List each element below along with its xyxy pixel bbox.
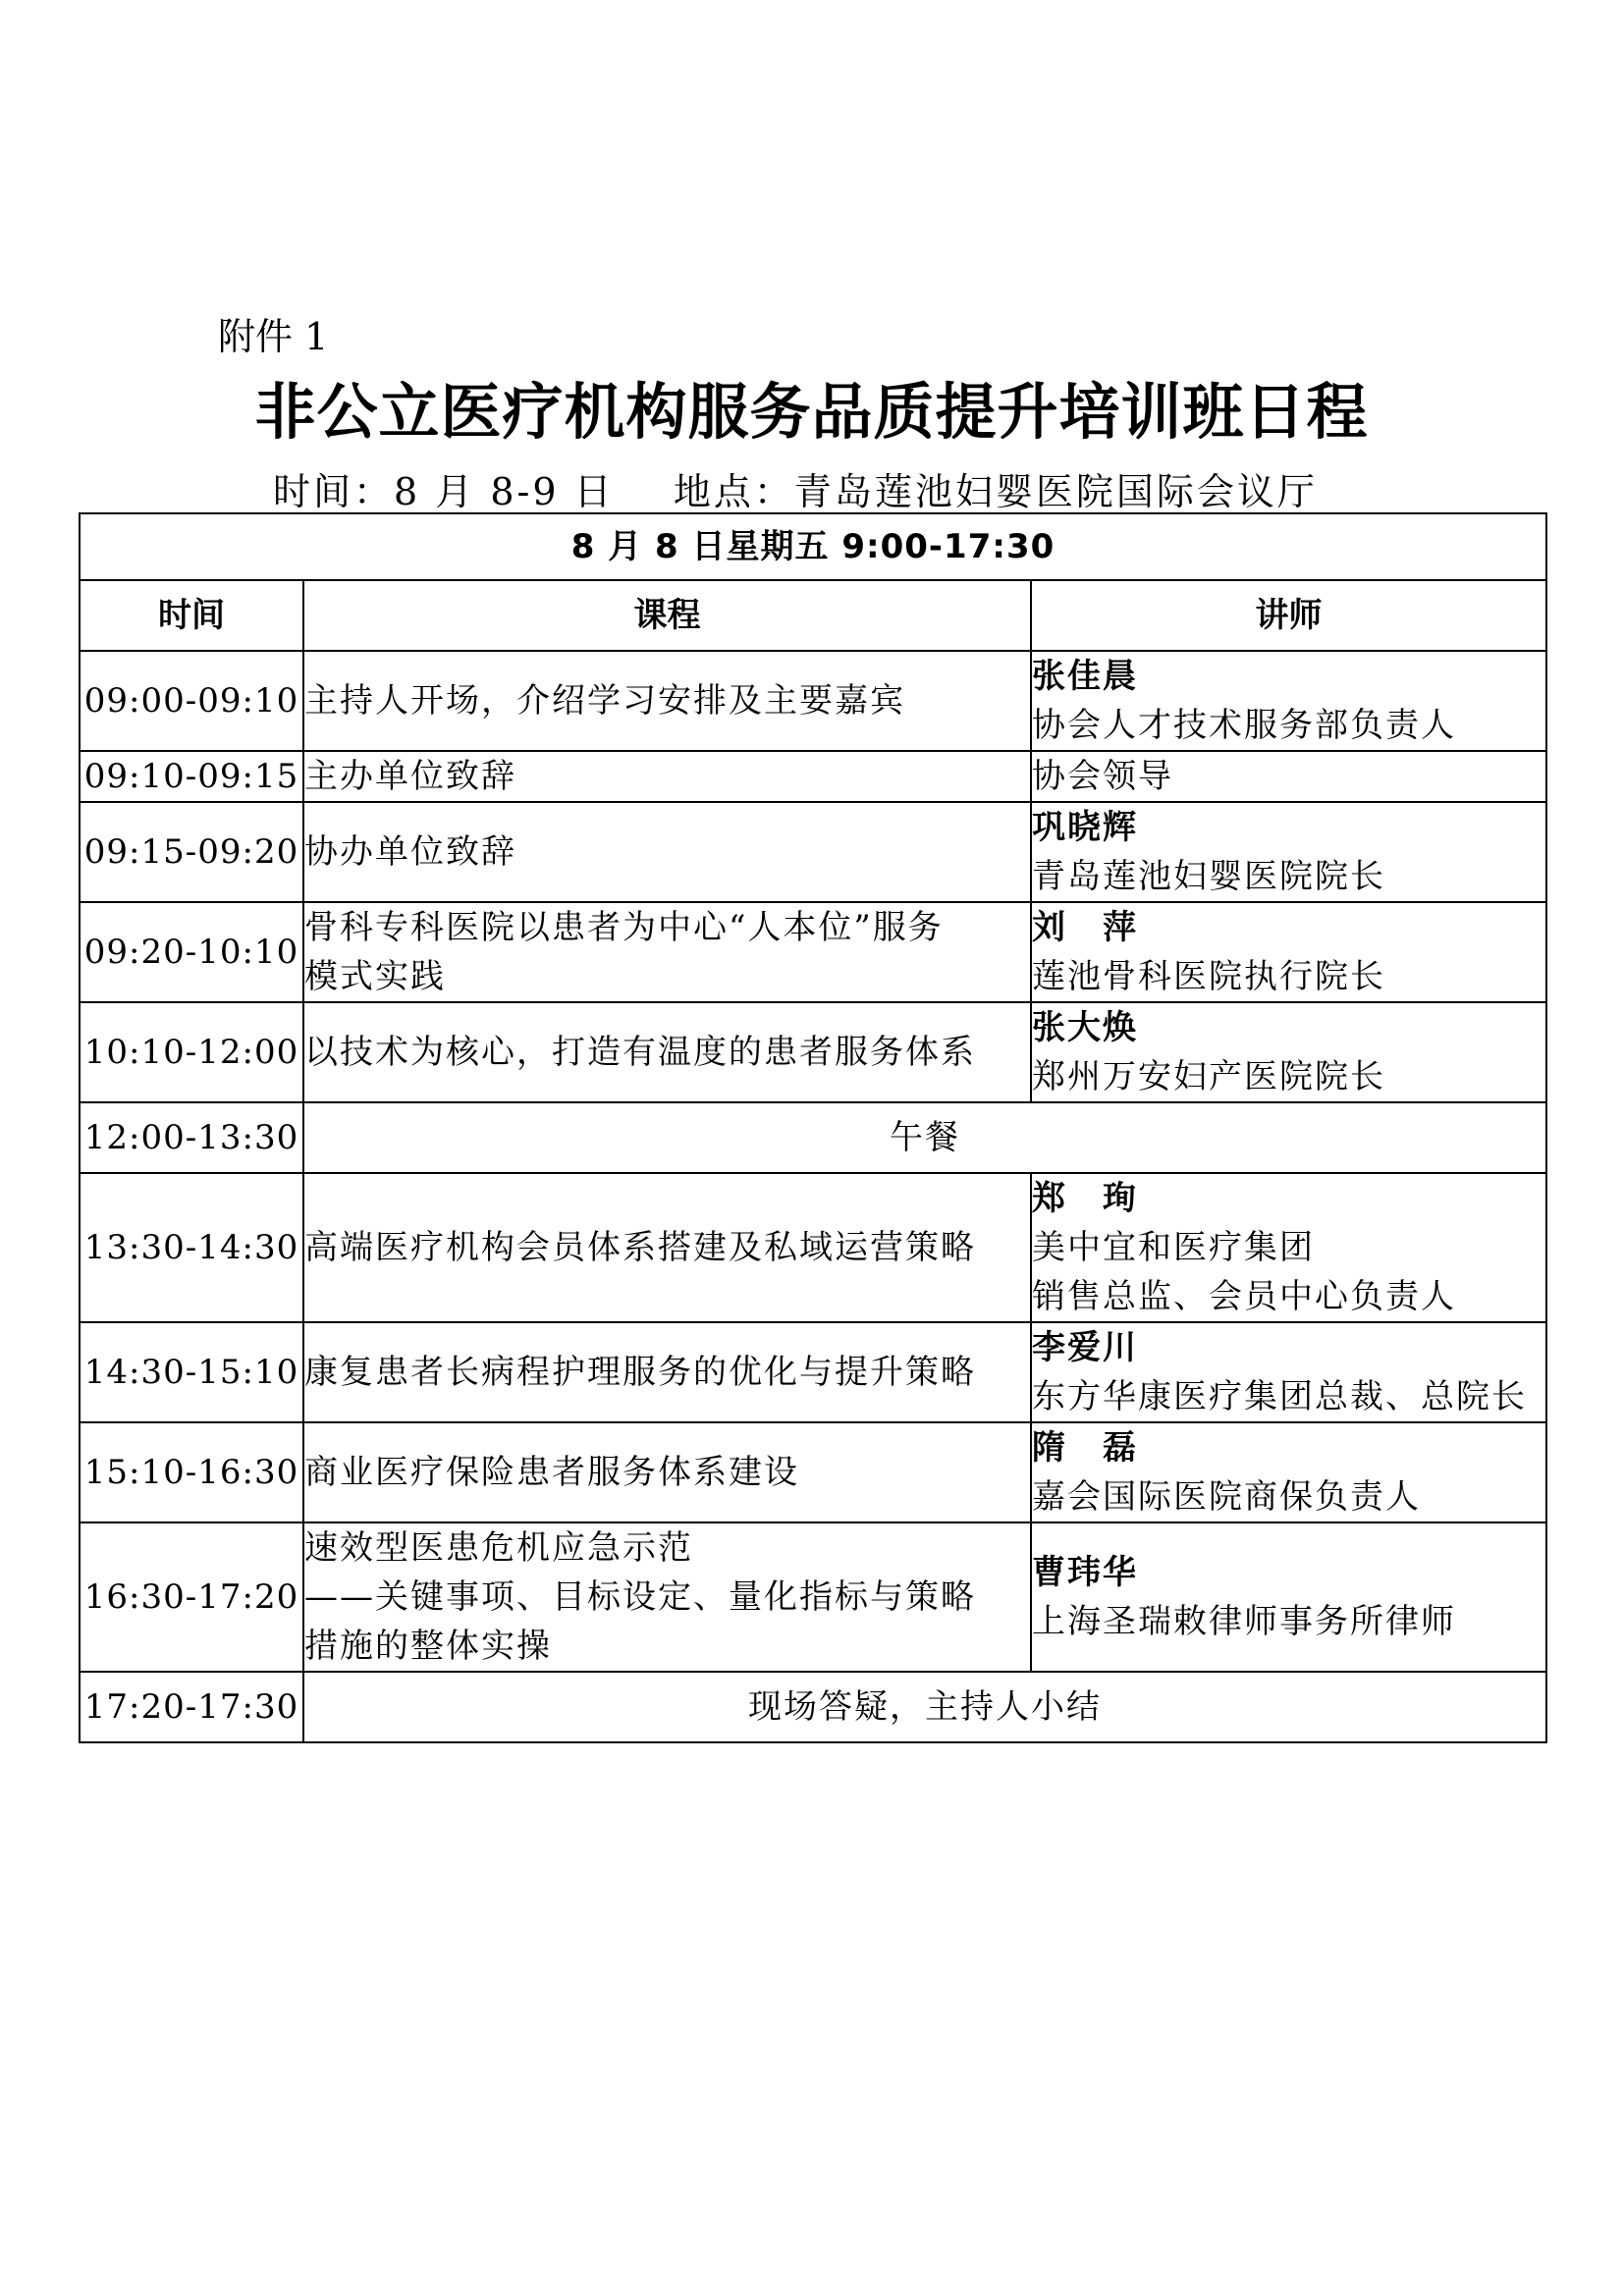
course-line: 骨科专科医院以患者为中心“人本位”服务 <box>304 908 944 947</box>
time-location-line: 时间：8 月 8-9 日 地点：青岛莲池妇婴医院国际会议厅 <box>273 470 1318 513</box>
schedule-row <box>80 1322 1546 1422</box>
course-line: 主持人开场，介绍学习安排及主要嘉宾 <box>304 681 905 721</box>
lecturer-name: 李爱川 <box>1032 1328 1138 1367</box>
schedule-row <box>80 802 1546 902</box>
session-lecturer <box>1031 651 1546 751</box>
lecturer-title: 莲池骨科医院执行院长 <box>1032 957 1385 996</box>
attachment-label: 附件 1 <box>218 315 329 358</box>
lecturer-title: 销售总监、会员中心负责人 <box>1032 1277 1456 1316</box>
lecturer-name: 刘 萍 <box>1032 908 1138 947</box>
schedule-row <box>80 1102 1546 1173</box>
session-time: 16:30-17:20 <box>80 1522 303 1672</box>
session-lecturer <box>1031 902 1546 1002</box>
session-time: 15:10-16:30 <box>80 1422 303 1522</box>
course-line: 高端医疗机构会员体系搭建及私域运营策略 <box>304 1228 976 1267</box>
course-line: 协办单位致辞 <box>304 832 516 872</box>
session-merged-activity: 午餐 <box>303 1102 1546 1173</box>
lecturer-title: 郑州万安妇产医院院长 <box>1032 1057 1385 1096</box>
day-header: 8 月 8 日星期五 9:00-17:30 <box>80 513 1546 580</box>
course-line: 速效型医患危机应急示范 <box>304 1528 693 1568</box>
session-lecturer <box>1031 1522 1546 1672</box>
course-line: 模式实践 <box>304 957 446 996</box>
session-time: 09:10-09:15 <box>80 751 303 802</box>
session-course <box>303 902 1031 1002</box>
session-course <box>303 651 1031 751</box>
course-line: 措施的整体实操 <box>304 1627 552 1666</box>
session-time: 12:00-13:30 <box>80 1102 303 1173</box>
lecturer-title: 协会领导 <box>1032 757 1173 796</box>
session-lecturer <box>1031 1173 1546 1322</box>
lecturer-title: 东方华康医疗集团总裁、总院长 <box>1032 1377 1527 1416</box>
course-line: 商业医疗保险患者服务体系建设 <box>304 1453 799 1492</box>
session-time: 09:20-10:10 <box>80 902 303 1002</box>
session-time: 13:30-14:30 <box>80 1173 303 1322</box>
session-lecturer <box>1031 802 1546 902</box>
column-header-lecturer: 讲师 <box>1031 580 1546 651</box>
course-line: ——关键事项、目标设定、量化指标与策略 <box>304 1577 976 1617</box>
schedule-row <box>80 1672 1546 1742</box>
course-line: 主办单位致辞 <box>304 757 516 796</box>
lecturer-title: 嘉会国际医院商保负责人 <box>1032 1477 1421 1517</box>
session-lecturer <box>1031 751 1546 802</box>
session-time: 14:30-15:10 <box>80 1322 303 1422</box>
session-lecturer <box>1031 1422 1546 1522</box>
schedule-row <box>80 751 1546 802</box>
session-course <box>303 1522 1031 1672</box>
session-time: 09:00-09:10 <box>80 651 303 751</box>
lecturer-title: 上海圣瑞敕律师事务所律师 <box>1032 1602 1456 1641</box>
column-header-time: 时间 <box>80 580 303 651</box>
lecturer-name: 张佳晨 <box>1032 657 1138 696</box>
lecturer-name: 张大焕 <box>1032 1008 1138 1047</box>
session-time: 09:15-09:20 <box>80 802 303 902</box>
lecturer-name: 巩晓辉 <box>1032 808 1138 847</box>
session-course <box>303 1322 1031 1422</box>
session-course <box>303 802 1031 902</box>
course-line: 以技术为核心，打造有温度的患者服务体系 <box>304 1033 976 1072</box>
session-course <box>303 1173 1031 1322</box>
lecturer-name: 曹玮华 <box>1032 1553 1138 1592</box>
schedule-row <box>80 902 1546 1002</box>
page-title: 非公立医疗机构服务品质提升培训班日程 <box>254 376 1369 448</box>
lecturer-title: 协会人才技术服务部负责人 <box>1032 706 1456 745</box>
session-merged-activity: 现场答疑，主持人小结 <box>303 1672 1546 1742</box>
schedule-row <box>80 1002 1546 1102</box>
schedule-row <box>80 1522 1546 1672</box>
lecturer-name: 郑 珣 <box>1032 1179 1138 1218</box>
schedule-table <box>79 512 1547 1743</box>
session-lecturer <box>1031 1002 1546 1102</box>
schedule-row <box>80 1422 1546 1522</box>
session-time: 17:20-17:30 <box>80 1672 303 1742</box>
session-course <box>303 1002 1031 1102</box>
schedule-row <box>80 651 1546 751</box>
session-lecturer <box>1031 1322 1546 1422</box>
lecturer-name: 隋 磊 <box>1032 1428 1138 1468</box>
schedule-row <box>80 1173 1546 1322</box>
session-course <box>303 1422 1031 1522</box>
lecturer-title: 青岛莲池妇婴医院院长 <box>1032 857 1385 896</box>
session-course <box>303 751 1031 802</box>
session-time: 10:10-12:00 <box>80 1002 303 1102</box>
column-header-course: 课程 <box>303 580 1031 651</box>
course-line: 康复患者长病程护理服务的优化与提升策略 <box>304 1353 976 1392</box>
lecturer-title: 美中宜和医疗集团 <box>1032 1228 1315 1267</box>
